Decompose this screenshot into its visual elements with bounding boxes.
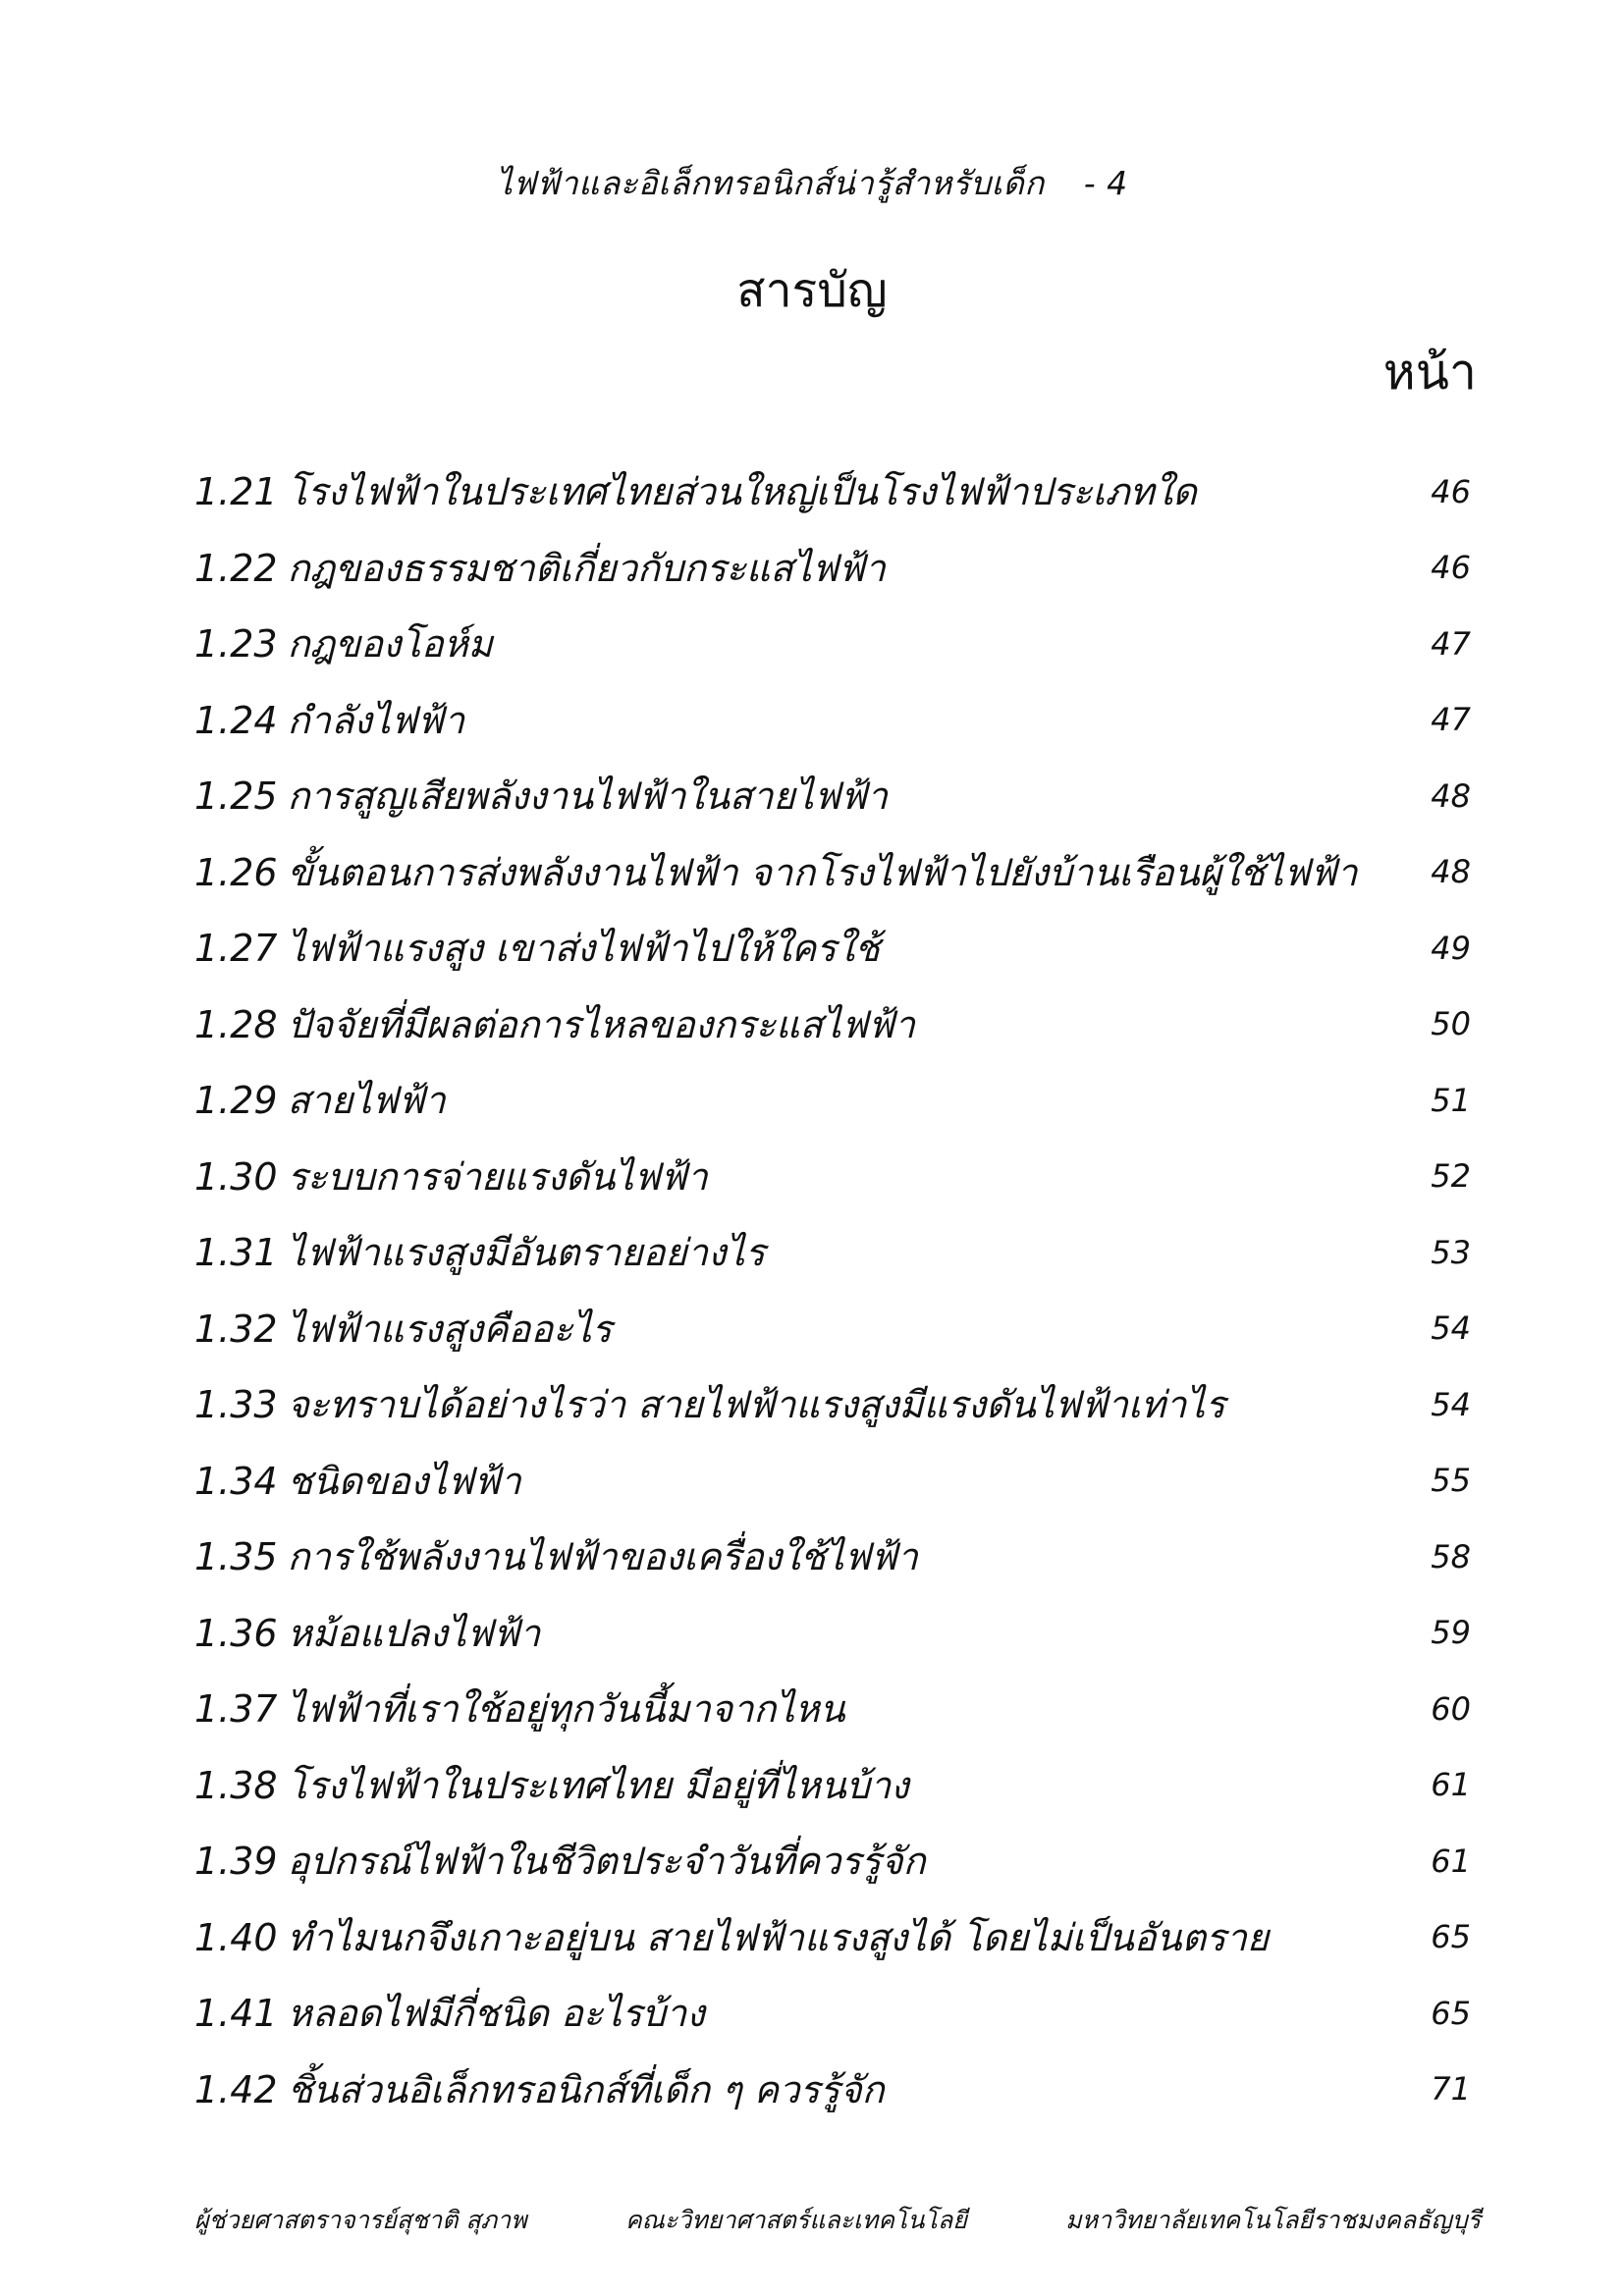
toc-entry-page: 55 [1431, 1462, 1471, 1500]
toc-entry-number: 1.35 [194, 1535, 278, 1579]
footer-faculty: คณะวิทยาศาสตร์และเทคโนโลยี [624, 2206, 967, 2234]
toc-entry-title: โรงไฟฟ้าในประเทศไทย มีอยู่ที่ไหนบ้าง [287, 1763, 909, 1807]
table-of-contents [194, 454, 1471, 2127]
toc-entry [194, 910, 1471, 987]
toc-entry-number: 1.25 [194, 774, 278, 819]
toc-entry-title: กฎของธรรมชาติเกี่ยวกับกระแสไฟฟ้า [287, 546, 886, 590]
toc-entry-page: 61 [1431, 1766, 1471, 1804]
toc-entry [194, 1595, 1471, 1672]
toc-entry-title: กำลังไฟฟ้า [287, 698, 465, 742]
toc-entry-number: 1.22 [194, 546, 278, 590]
toc-entry-page: 48 [1431, 776, 1471, 815]
toc-entry [194, 1823, 1471, 1899]
toc-entry-page: 51 [1431, 1081, 1471, 1119]
toc-entry-page: 65 [1431, 1918, 1471, 1956]
toc-entry [194, 2052, 1471, 2128]
toc-entry-page: 60 [1431, 1689, 1471, 1728]
toc-entry-title: ขั้นตอนการส่งพลังงานไฟฟ้า จากโรงไฟฟ้าไปยังบ้านเรือนผู้ใช้ไฟฟ้า [287, 850, 1358, 894]
toc-entry-page: 61 [1431, 1842, 1471, 1880]
toc-entry-number: 1.42 [194, 2067, 278, 2111]
toc-entry-number: 1.40 [194, 1915, 278, 1959]
toc-entry-page: 52 [1431, 1157, 1471, 1196]
footer-author: ผู้ช่วยศาสตราจารย์สุชาติ สุภาพ [194, 2206, 527, 2234]
toc-entry-title: จะทราบได้อย่างไรว่า สายไฟฟ้าแรงสูงมีแรงดันไฟฟ้าเท่าไร [287, 1383, 1225, 1427]
toc-entry-number: 1.24 [194, 698, 278, 742]
toc-entry [194, 834, 1471, 911]
toc-entry-title: กฎของโอห์ม [287, 622, 493, 667]
toc-entry-number: 1.30 [194, 1154, 278, 1199]
toc-entry-number: 1.39 [194, 1840, 278, 1884]
toc-entry-title: การใช้พลังงานไฟฟ้าของเครื่องใช้ไฟฟ้า [287, 1535, 918, 1579]
toc-entry-title: ไฟฟ้าแรงสูงมีอันตรายอย่างไร [287, 1231, 766, 1275]
toc-entry-title: ชิ้นส่วนอิเล็กทรอนิกส์ที่เด็ก ๆ ควรรู้จัก [287, 2067, 885, 2111]
toc-entry [194, 454, 1471, 530]
toc-entry [194, 758, 1471, 834]
toc-entry-page: 50 [1431, 1005, 1471, 1043]
toc-entry [194, 1366, 1471, 1443]
toc-entry-number: 1.38 [194, 1763, 278, 1807]
toc-entry-number: 1.34 [194, 1459, 278, 1503]
toc-entry [194, 606, 1471, 682]
header-page-number: - 4 [1083, 164, 1128, 202]
toc-entry-page: 47 [1431, 701, 1471, 739]
toc-entry-number: 1.27 [194, 927, 278, 971]
toc-entry-number: 1.23 [194, 622, 278, 667]
toc-entry [194, 1214, 1471, 1291]
toc-entry-number: 1.21 [194, 470, 278, 514]
toc-entry-number: 1.33 [194, 1383, 278, 1427]
toc-entry-title: หลอดไฟมีกี่ชนิด อะไรบ้าง [287, 1992, 705, 2036]
toc-entry [194, 1747, 1471, 1824]
toc-entry-title: ไฟฟ้าแรงสูง เขาส่งไฟฟ้าไปให้ใครใช้ [287, 927, 881, 971]
toc-entry-number: 1.37 [194, 1687, 278, 1732]
toc-entry-title: ปัจจัยที่มีผลต่อการไหลของกระแสไฟฟ้า [287, 1002, 916, 1046]
toc-entry [194, 987, 1471, 1063]
toc-entry-title: ไฟฟ้าที่เราใช้อยู่ทุกวันนี้มาจากไหน [287, 1687, 845, 1732]
page-column-label: หน้า [1382, 344, 1477, 400]
toc-entry-page: 49 [1431, 929, 1471, 967]
toc-entry-number: 1.31 [194, 1231, 278, 1275]
toc-entry [194, 1291, 1471, 1367]
toc-entry-title: อุปกรณ์ไฟฟ้าในชีวิตประจำวันที่ควรรู้จัก [287, 1840, 926, 1884]
toc-entry-page: 46 [1431, 472, 1471, 510]
toc-entry-page: 65 [1431, 1994, 1471, 2032]
page-footer [194, 2201, 1481, 2240]
toc-entry-title: ระบบการจ่ายแรงดันไฟฟ้า [287, 1154, 708, 1199]
toc-entry-page: 58 [1431, 1537, 1471, 1575]
toc-entry [194, 1975, 1471, 2052]
toc-entry-number: 1.26 [194, 850, 278, 894]
toc-entry-page: 71 [1431, 2070, 1471, 2109]
toc-entry-page: 54 [1431, 1309, 1471, 1348]
toc-entry-title: ไฟฟ้าแรงสูงคืออะไร [287, 1307, 613, 1351]
toc-entry-title: ทำไมนกจึงเกาะอยู่บน สายไฟฟ้าแรงสูงได้ โดยไม่เป็นอันตราย [287, 1915, 1270, 1959]
toc-entry-number: 1.28 [194, 1002, 278, 1046]
toc-entry [194, 1443, 1471, 1520]
toc-entry-page: 47 [1431, 624, 1471, 663]
footer-university: มหาวิทยาลัยเทคโนโลยีราชมงคลธัญบุรี [1065, 2206, 1481, 2234]
toc-entry-number: 1.29 [194, 1079, 278, 1123]
toc-entry-title: สายไฟฟ้า [287, 1079, 446, 1123]
toc-entry-page: 46 [1431, 549, 1471, 587]
toc-entry-title: หม้อแปลงไฟฟ้า [287, 1611, 541, 1655]
toc-entry-number: 1.32 [194, 1307, 278, 1351]
toc-entry-title: ชนิดของไฟฟ้า [287, 1459, 521, 1503]
toc-entry [194, 1519, 1471, 1595]
toc-entry-page: 59 [1431, 1614, 1471, 1652]
page-header [0, 157, 1624, 209]
toc-entry-page: 54 [1431, 1385, 1471, 1423]
header-title: ไฟฟ้าและอิเล็กทรอนิกส์น่ารู้สำหรับเด็ก [496, 164, 1045, 202]
toc-entry [194, 1062, 1471, 1139]
toc-entry-page: 53 [1431, 1233, 1471, 1271]
toc-entry-number: 1.41 [194, 1992, 278, 2036]
toc-entry [194, 1671, 1471, 1747]
toc-title: สารบัญ [736, 263, 888, 318]
toc-entry-title: การสูญเสียพลังงานไฟฟ้าในสายไฟฟ้า [287, 774, 888, 819]
toc-entry-number: 1.36 [194, 1611, 278, 1655]
toc-entry [194, 1899, 1471, 1976]
toc-entry [194, 682, 1471, 759]
toc-entry [194, 1139, 1471, 1215]
toc-entry [194, 530, 1471, 607]
toc-entry-page: 48 [1431, 853, 1471, 891]
toc-entry-title: โรงไฟฟ้าในประเทศไทยส่วนใหญ่เป็นโรงไฟฟ้าประเภทใด [287, 470, 1197, 514]
